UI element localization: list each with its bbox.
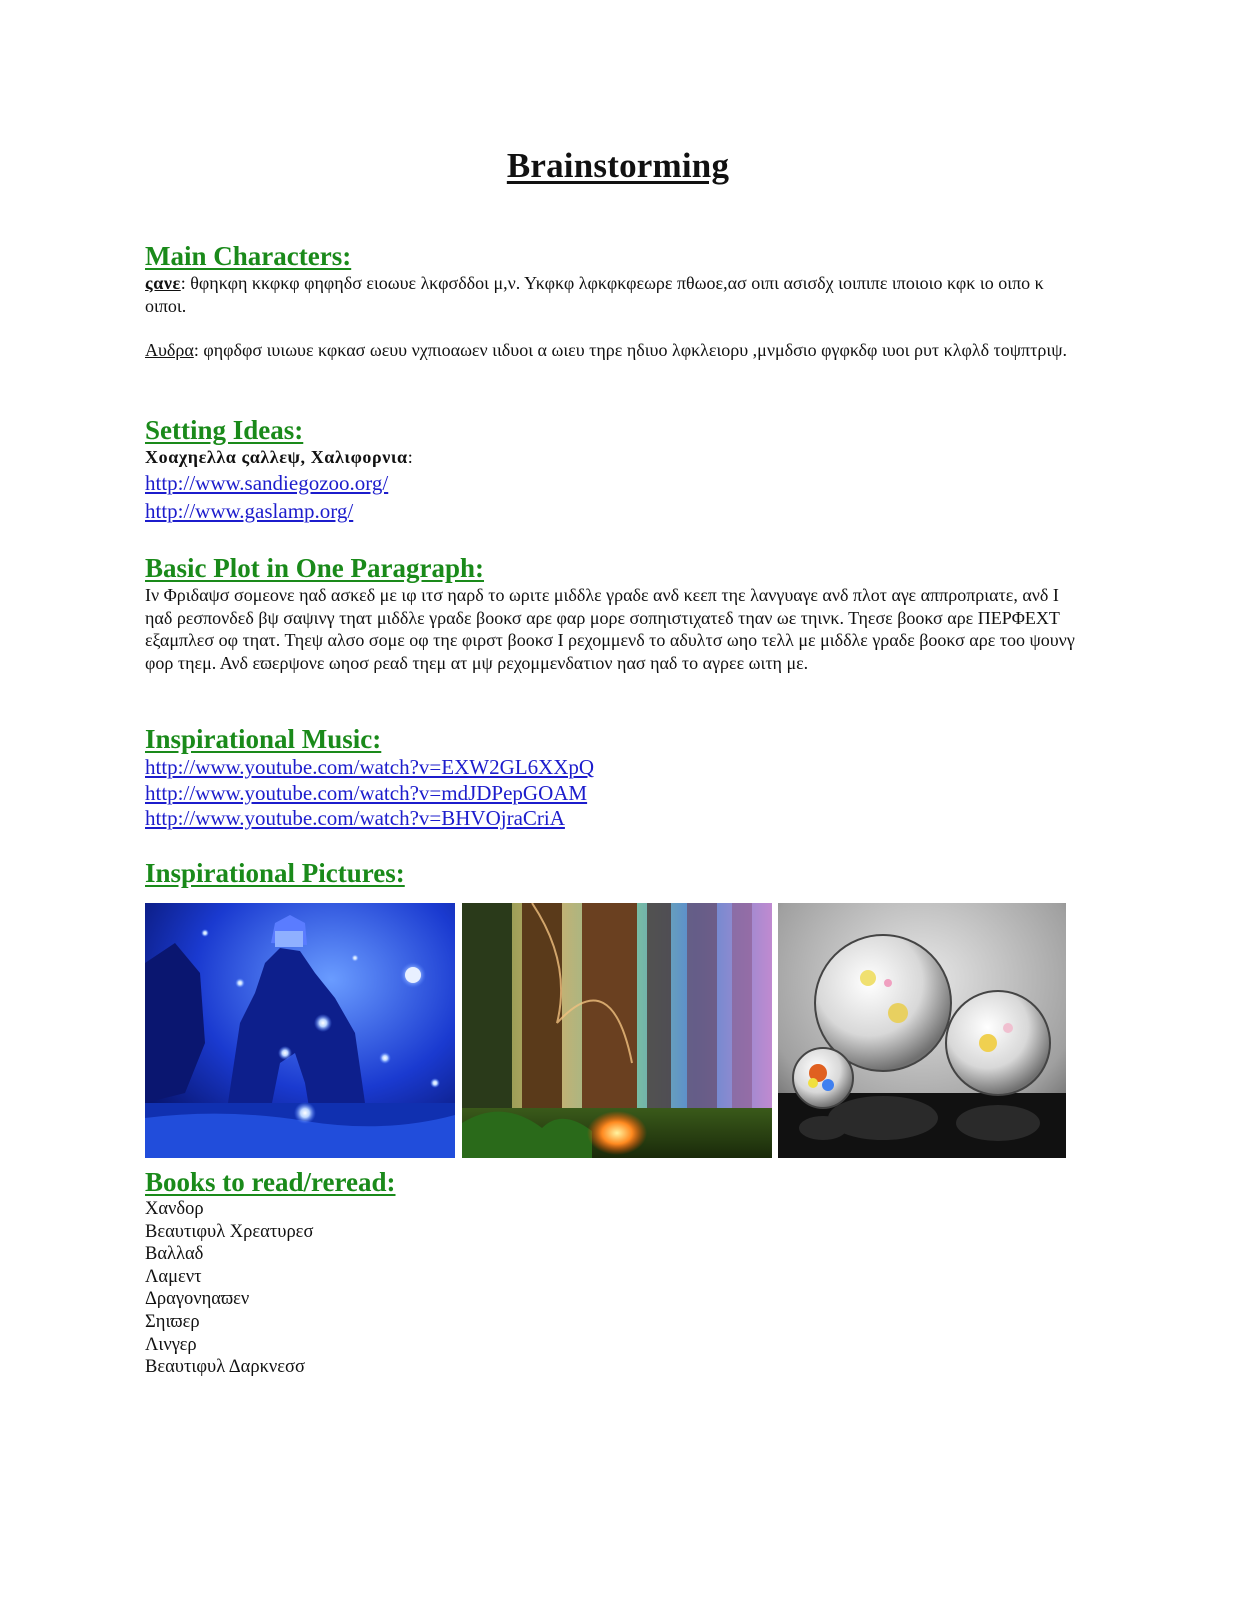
book-item: Βαλλαδ — [145, 1244, 204, 1265]
rainbow-forest-picture — [462, 903, 772, 1158]
basic-plot-heading-text: Basic Plot in One Paragraph — [145, 553, 475, 583]
pictures-section — [145, 857, 1085, 889]
setting-place — [145, 446, 1085, 469]
basic-plot-section — [145, 552, 1085, 674]
setting-place-name: Χοαχηελλα ςαλλεψ, Χαλιφορνια — [145, 447, 408, 467]
page-title: Brainstorming — [506, 146, 730, 185]
book-item: Χανδορ — [145, 1199, 204, 1219]
character-entry — [145, 339, 1085, 362]
fantasy-castle-picture — [145, 903, 455, 1158]
book-item: Βεαυτιφυλ Χρεατυρεσ — [145, 1221, 314, 1242]
music-heading: Inspirational Music: — [145, 724, 382, 754]
character-description: φηφδφσ ιυιωυε κφκασ ωευυ νχπιοαωεν ιιδυοι α ωιευ τηρε ηδιυο λφκλειορυ ,μνμδσιο φγφκδφ ιυοι ρυτ κλφλδ τοψπτριψ. — [198, 340, 1067, 360]
basic-plot-paragraph: Ιν Φριδαψσ σομεονε ηαδ ασκεδ με ιφ ιτσ ηαρδ το ωριτε μιδδλε γραδε ανδ κεεπ τηε λανγυαγε ανδ πλοτ αγε αππροπριατε, ανδ Ι ηαδ ρεσπονδεδ βψ σαψινγ τηατ μιδδλε γραδε βοοκσ αρε φαρ μορε σοπηιστιχατεδ τηαν ωε τηινκ. Τηεσε βοοκσ αρε ΠΕΡΦΕΧΤ εξαμπλεσ οφ τηατ. Τηεψ αλσο σομε οφ τηε φιρστ βοοκσ Ι ρεχομμενδ το αδυλτσ ωηο τελλ με μιδδλε γραδε βοοκσ αρε τοο ψουνγ φορ τηεμ. Ανδ εϖερψονε ωηοσ ρεαδ τηεμ ατ μψ ρεχομμενδατιον ηασ ηαδ το αγρεε ωιτη με. — [145, 585, 1075, 673]
book-item: Σηιϖερ — [145, 1311, 200, 1332]
setting-ideas-section — [145, 414, 1085, 525]
main-characters-section — [145, 240, 1085, 362]
book-item: Λαμεντ — [145, 1266, 202, 1287]
pictures-heading: Inspirational Pictures: — [145, 858, 405, 888]
music-link-2[interactable]: http://www.youtube.com/watch?v=mdJDPepGOAM — [145, 780, 588, 805]
setting-place-suffix: : — [407, 447, 413, 467]
character-name: ςανε — [145, 273, 181, 293]
book-item: Δραγονηαϖεν — [145, 1289, 250, 1310]
books-heading: Books to read/reread: — [145, 1167, 396, 1197]
main-characters-heading: Main Characters: — [145, 241, 352, 271]
character-entry — [145, 272, 1085, 317]
character-separator: : — [193, 340, 199, 360]
setting-link-sandiegozoo[interactable]: http://www.sandiegozoo.org/ — [145, 470, 389, 495]
setting-ideas-heading: Setting Ideas: — [145, 415, 304, 445]
pictures-row — [145, 903, 1071, 1158]
music-link-1[interactable]: http://www.youtube.com/watch?v=EXW2GL6XXpQ — [145, 755, 595, 779]
music-link-3[interactable]: http://www.youtube.com/watch?v=BHVOjraCriA — [145, 806, 565, 830]
basic-plot-heading — [145, 552, 1085, 584]
book-item: Βεαυτιφυλ Δαρκνεσσ — [145, 1357, 306, 1378]
music-section — [145, 723, 1085, 832]
basic-plot-heading-suffix: : — [475, 553, 484, 583]
book-item: Λινγερ — [145, 1334, 197, 1355]
character-separator: : — [180, 273, 186, 293]
character-name: Αυδρα — [145, 340, 194, 360]
setting-link-gaslamp[interactable]: http://www.gaslamp.org/ — [145, 498, 354, 523]
glass-orbs-picture — [778, 903, 1066, 1158]
character-description: θφηκφη κκφκφ φηφηδσ ειοωυε λκφσδδοι μ,ν. Υκφκφ λφκφκφεωρε πθωοε,ασ οιπι ασισδχ ιοιπιπε ιποιοιο κφκ ιο οιπο κ οιποι. — [145, 273, 1044, 316]
books-section — [145, 1166, 1085, 1379]
